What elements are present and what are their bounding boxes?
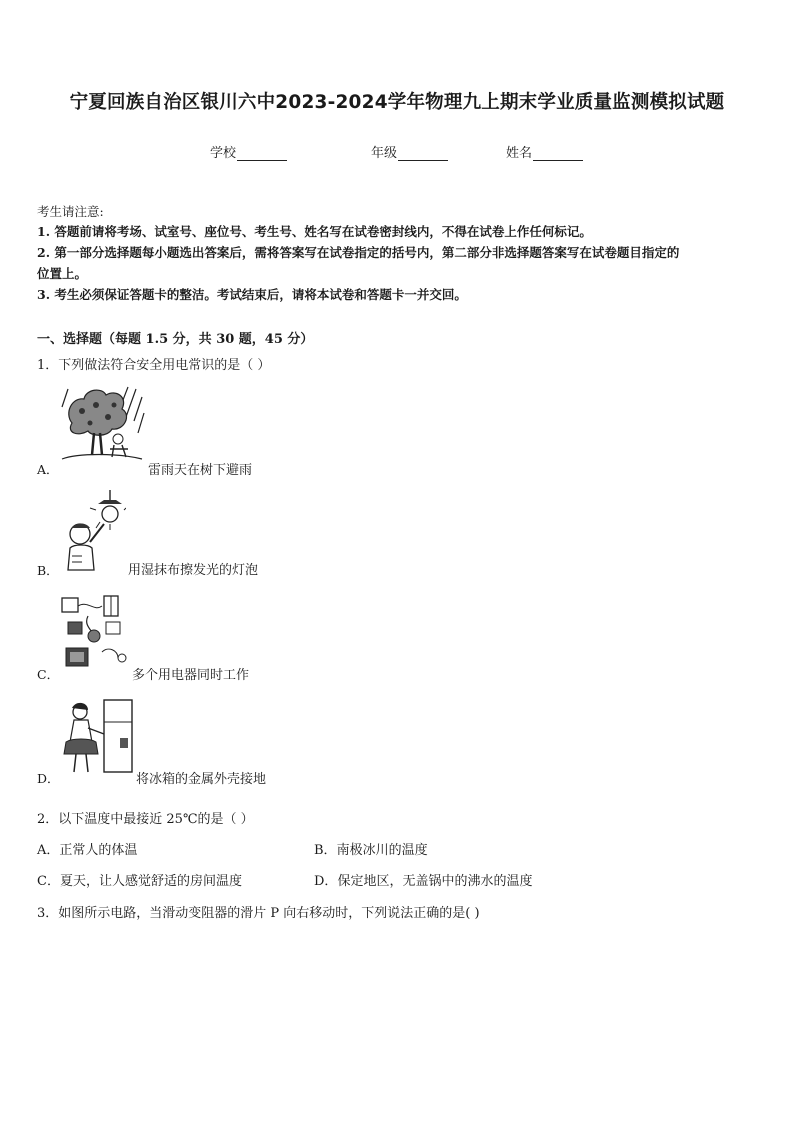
q1-option-c-text: 多个用电器同时工作 bbox=[132, 668, 250, 683]
name-field bbox=[506, 142, 583, 161]
q2-option-d-label: D． bbox=[314, 874, 338, 889]
tree-rain-picture-icon bbox=[58, 383, 146, 468]
wet-cloth-bulb-picture-icon bbox=[60, 490, 126, 572]
page-title: 宁夏回族自治区银川六中2023-2024学年物理九上期末学业质量监测模拟试题 bbox=[69, 92, 725, 113]
fridge-ground-picture-icon bbox=[62, 698, 136, 780]
school-field bbox=[210, 142, 287, 161]
q1-option-b-text: 用湿抹布擦发光的灯泡 bbox=[128, 563, 259, 578]
notice-2-cont: 位置上。 bbox=[37, 266, 88, 281]
q2-option-a-label: A． bbox=[37, 843, 60, 858]
q1-stem: 1．下列做法符合安全用电常识的是（ ） bbox=[37, 358, 271, 373]
notice-2: 2. 第一部分选择题每小题选出答案后，需将答案写在试卷指定的括号内，第二部分非选择题答案写在试卷题目指定的 bbox=[37, 245, 680, 260]
q1-option-b-label: B． bbox=[37, 563, 59, 578]
q2-option-c bbox=[37, 870, 242, 889]
many-appliances-picture-icon bbox=[58, 592, 130, 674]
school-blank bbox=[237, 146, 287, 161]
notice-3: 3. 考生必须保证答题卡的整洁。考试结束后，请将本试卷和答题卡一并交回。 bbox=[37, 287, 467, 302]
q2-option-c-text: 夏天，让人感觉舒适的房间温度 bbox=[59, 874, 242, 889]
section-heading: 一、选择题（每题 1.5 分，共 30 题，45 分） bbox=[37, 332, 314, 347]
notice-heading: 考生请注意: bbox=[37, 204, 104, 219]
q1-option-d-text: 将冰箱的金属外壳接地 bbox=[136, 772, 267, 787]
name-label: 姓名 bbox=[506, 146, 533, 161]
q2-option-b bbox=[314, 839, 428, 858]
name-blank bbox=[533, 146, 583, 161]
q2-option-a-text: 正常人的体温 bbox=[59, 843, 138, 858]
grade-label: 年级 bbox=[371, 146, 398, 161]
q2-stem: 2．以下温度中最接近 25℃的是（ ） bbox=[37, 812, 254, 827]
school-label: 学校 bbox=[210, 146, 237, 161]
notice-1: 1. 答题前请将考场、试室号、座位号、考生号、姓名写在试卷密封线内，不得在试卷上作任何标记。 bbox=[37, 224, 592, 239]
grade-blank bbox=[398, 146, 448, 161]
q2-option-a bbox=[37, 839, 137, 858]
q1-option-a-text: 雷雨天在树下避雨 bbox=[148, 463, 253, 478]
q2-option-d bbox=[314, 870, 532, 889]
q2-option-c-label: C． bbox=[37, 874, 60, 889]
q2-option-b-text: 南极冰川的温度 bbox=[336, 843, 428, 858]
q1-option-d-label: D． bbox=[37, 771, 60, 786]
q3-stem: 3．如图所示电路，当滑动变阻器的滑片 P 向右移动时，下列说法正确的是( ) bbox=[37, 906, 480, 921]
grade-field bbox=[371, 142, 448, 161]
q1-option-a-label: A． bbox=[37, 462, 59, 477]
q2-option-d-text: 保定地区，无盖锅中的沸水的温度 bbox=[337, 874, 533, 889]
q1-option-c-label: C． bbox=[37, 667, 60, 682]
q2-option-b-label: B． bbox=[314, 843, 337, 858]
